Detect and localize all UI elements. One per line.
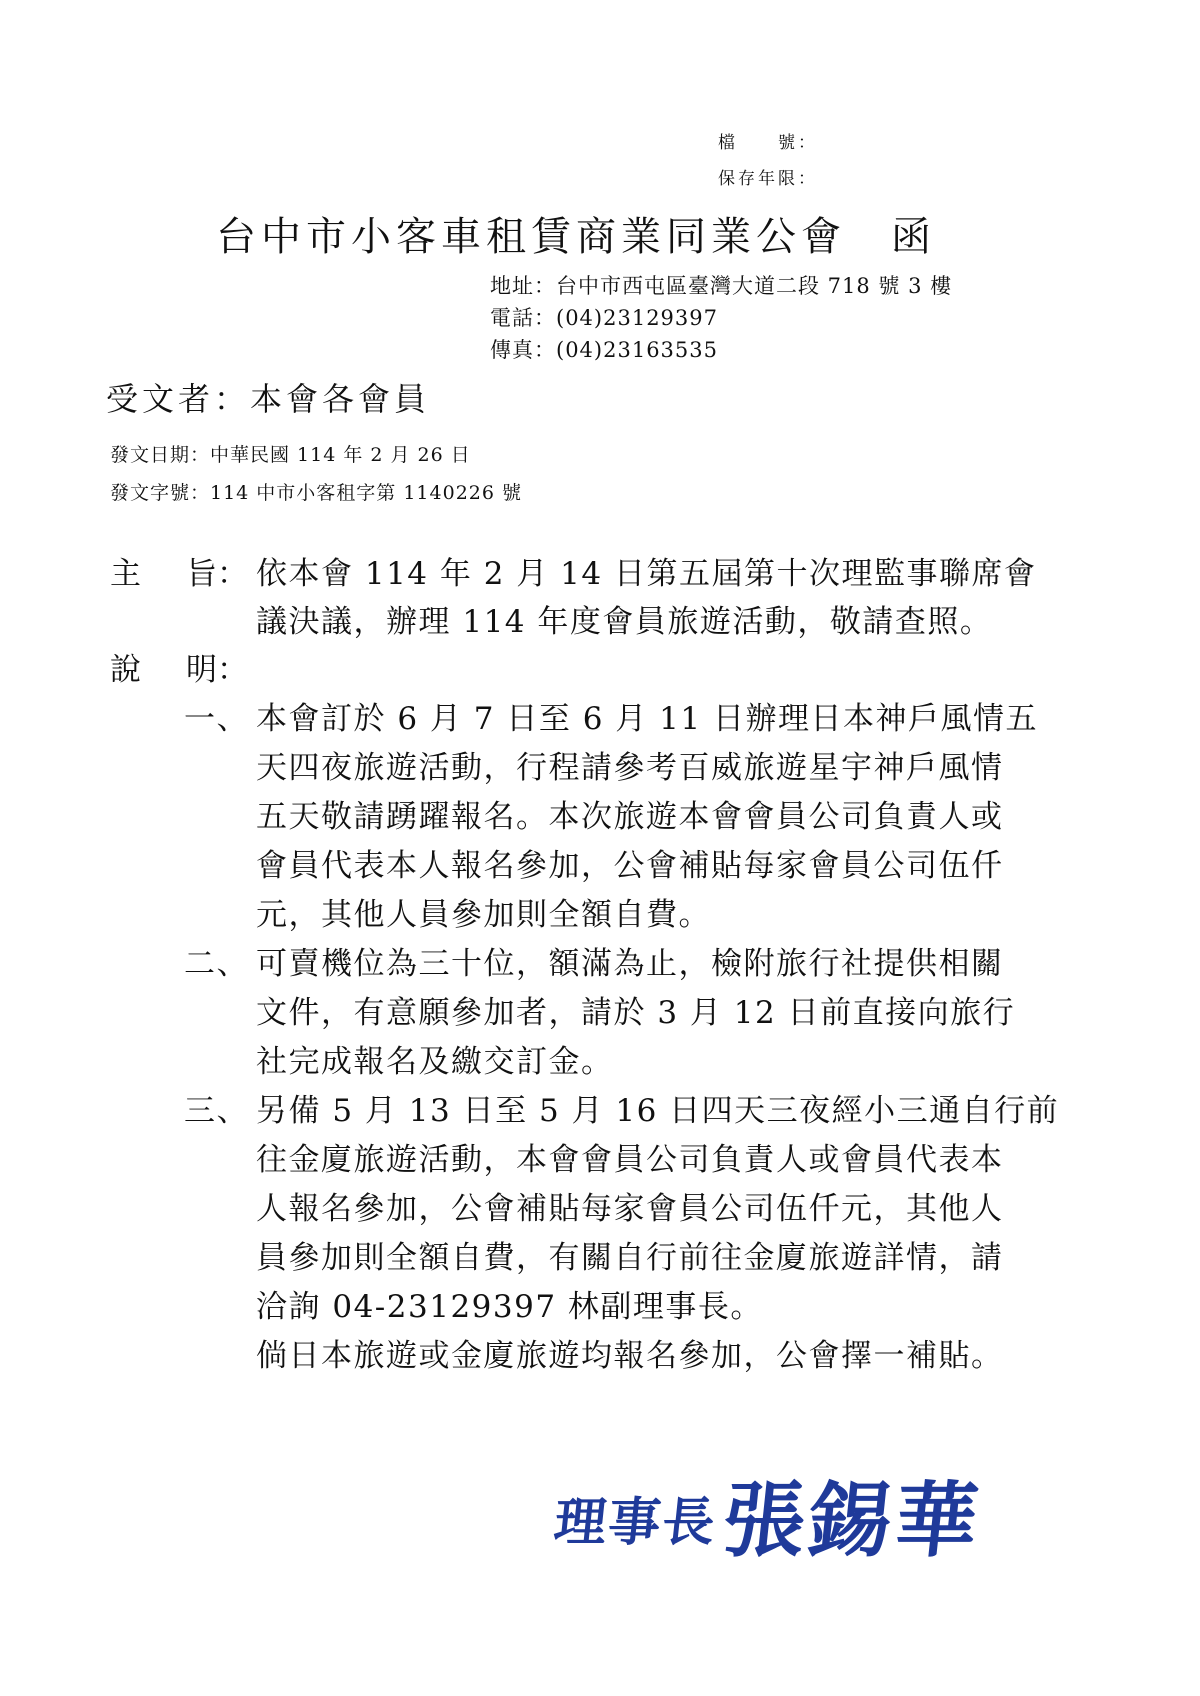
item-line: 元，其他人員參加則全額自費。 [256,897,711,933]
item-line: 社完成報名及繳交訂金。 [256,1044,614,1080]
item-line: 可賣機位為三十位，額滿為止，檢附旅行社提供相關 [256,946,1004,982]
item-marker: 一、 [184,701,249,737]
item-marker: 二、 [184,946,249,982]
explanation-label: 明： [186,652,248,688]
item-line: 往金廈旅遊活動，本會會員公司負責人或會員代表本 [256,1142,1004,1178]
issue-number: 發文字號：114 中市小客租字第 1140226 號 [110,482,523,504]
item-line: 天四夜旅遊活動，行程請參考百威旅遊星宇神戶風情 [256,750,1004,786]
subject-line: 依本會 114 年 2 月 14 日第五屆第十次理監事聯席會 [256,556,1037,592]
issue-date: 發文日期：中華民國 114 年 2 月 26 日 [110,444,471,466]
item-marker: 三、 [184,1093,249,1129]
recipient: 受文者：本會各會員 [106,380,431,418]
signature-name: 張錫華 [718,1473,987,1569]
item-line: 文件，有意願參加者，請於 3 月 12 日前直接向旅行 [256,995,1016,1031]
org-address: 地址：台中市西屯區臺灣大道二段 718 號 3 樓 [490,274,953,298]
item-line: 五天敬請踴躍報名。本次旅遊本會會員公司負責人或 [256,799,1004,835]
explanation-label-char: 說 [110,652,141,688]
subject-label-char: 主 [110,556,141,592]
organization-title: 台中市小客車租賃商業同業公會 函 [216,214,936,260]
item-line: 員參加則全額自費，有關自行前往金廈旅遊詳情，請 [256,1240,1004,1276]
item-line: 會員代表本人報名參加，公會補貼每家會員公司伍仟 [256,848,1004,884]
item-line: 人報名參加，公會補貼每家會員公司伍仟元，其他人 [256,1191,1004,1227]
org-fax: 傳真：(04)23163535 [490,338,718,362]
item-line: 洽詢 04-23129397 林副理事長。 [256,1289,763,1325]
retention-period-label: 保存年限： [718,169,818,189]
item-line: 倘日本旅遊或金廈旅遊均報名參加，公會擇一補貼。 [256,1338,1004,1374]
file-number-label: 檔 號： [718,133,818,153]
org-phone: 電話：(04)23129397 [490,306,718,330]
subject-line: 議決議，辦理 114 年度會員旅遊活動，敬請查照。 [256,604,993,640]
item-line: 另備 5 月 13 日至 5 月 16 日四天三夜經小三通自行前 [256,1093,1060,1129]
item-line: 本會訂於 6 月 7 日至 6 月 11 日辦理日本神戶風情五 [256,701,1038,737]
signature-title: 理事長 [551,1492,720,1553]
subject-label: 旨： [186,556,248,592]
